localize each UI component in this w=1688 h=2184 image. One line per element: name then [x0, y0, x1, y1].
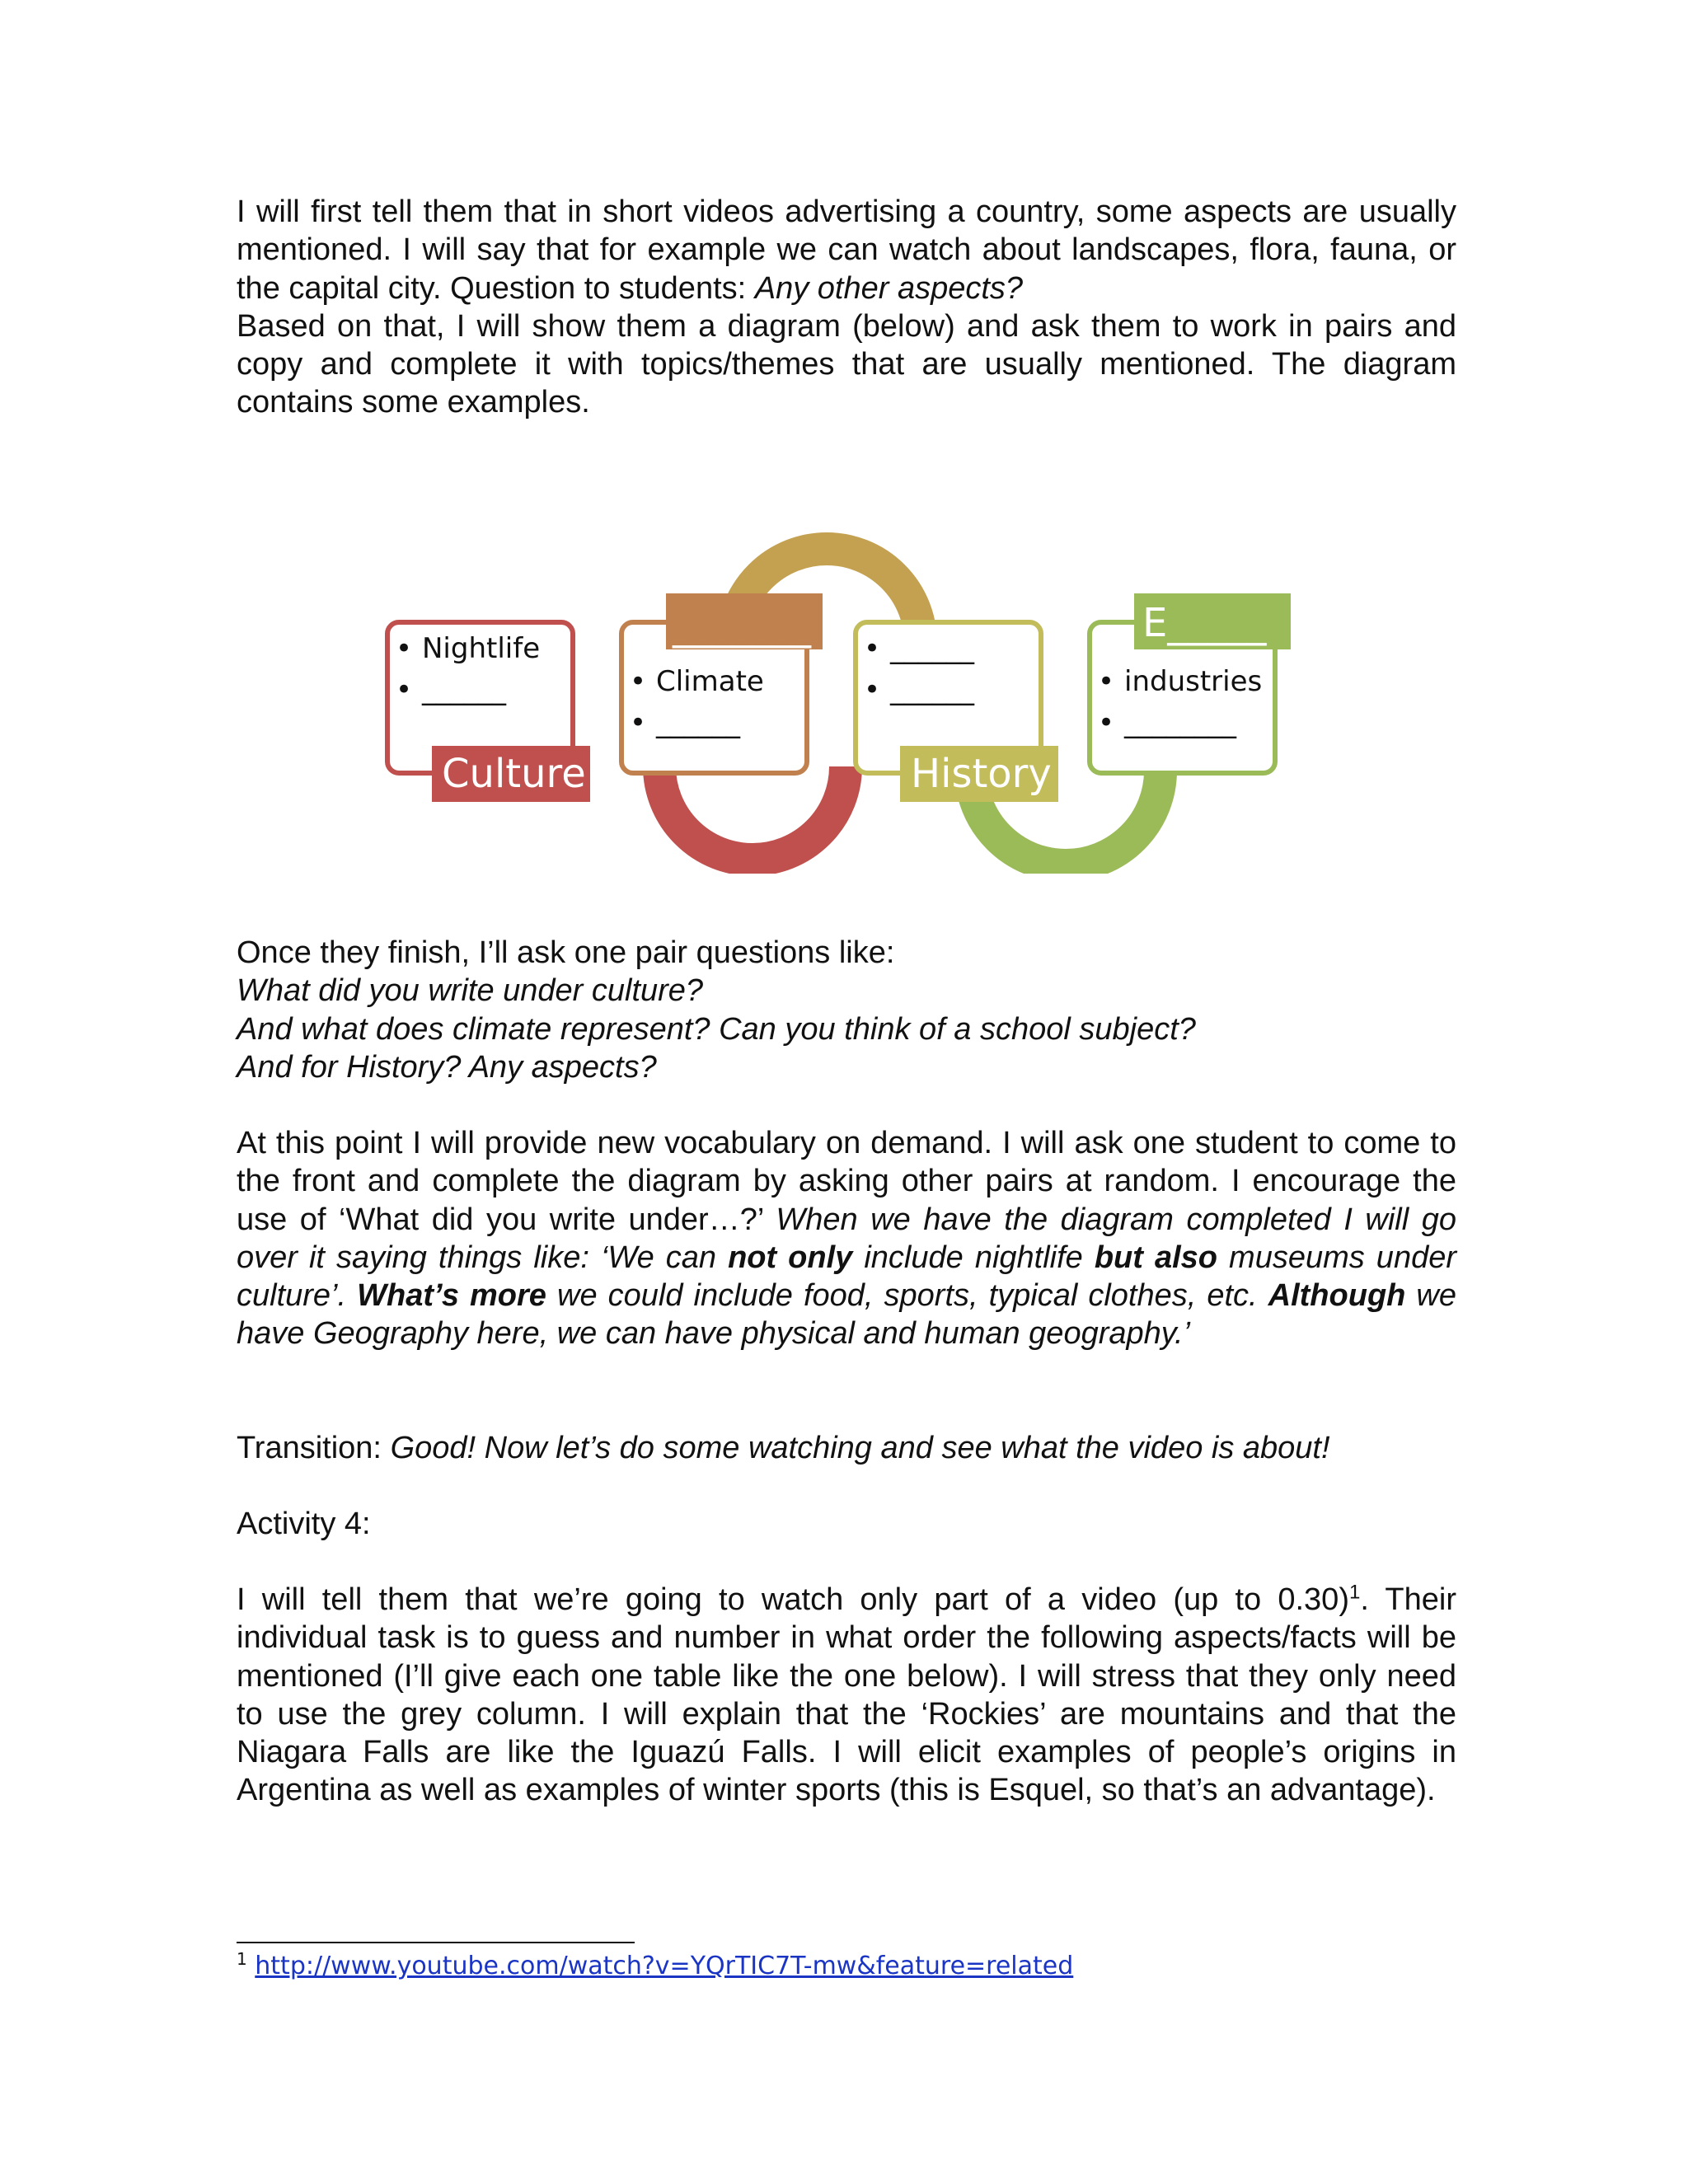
questions-section [237, 934, 1456, 1086]
bullet-text: ______ [656, 706, 740, 739]
connector-but-also: but also [1094, 1240, 1218, 1275]
question-culture: What did you write under culture? [237, 973, 704, 1009]
geography-box [621, 593, 823, 773]
bullet: • [630, 665, 647, 698]
bullet-text: Nightlife [422, 632, 541, 665]
paragraph-vocabulary [237, 1124, 1456, 1353]
bullet: • [1098, 706, 1115, 739]
connector-although: Although [1268, 1278, 1406, 1314]
text: museums under culture’. [237, 1240, 1456, 1314]
paragraph-text: I will first tell them that in short videos advertising a country, some aspects are usually mentioned. I will say that for example we can watch about landscapes, flora, fauna, or the capital city. Question to students: [237, 194, 1456, 306]
footnote-number: 1 [237, 1949, 247, 1969]
paragraph-intro [237, 193, 1456, 307]
question-climate: And what does climate represent? Can you think of a school subject? [237, 1011, 1196, 1047]
vocabulary-section [237, 1124, 1456, 1353]
topics-diagram [363, 511, 1319, 874]
paragraph-diagram-instructions: Based on that, I will show them a diagram (below) and ask them to work in pairs and copy and complete it with topics/themes that are usually mentioned. The diagram contains some examples. [237, 308, 1456, 420]
bullet-text: ______ [890, 673, 974, 706]
history-label: History [911, 751, 1052, 797]
culture-box [387, 622, 590, 802]
transition-section [237, 1429, 1456, 1467]
culture-arc [659, 766, 846, 860]
footnote-separator [237, 1942, 635, 1943]
bullet: • [630, 706, 647, 739]
bullet: • [396, 632, 413, 665]
bullet-text: Climate [656, 665, 764, 698]
transition-line [237, 1429, 1456, 1467]
footnote-link[interactable]: http://www.youtube.com/watch?v=YQrTIC7T-mw&feature=related [255, 1952, 1074, 1980]
text: . Their individual task is to guess and number in what order the following aspects/facts will be mentioned (I’ll give each one table like the one below). I will stress that they only need to use the grey column. I will explain that the ‘Rockies’ are mountains and that the Niagara Falls are like the Iguazú Falls. I will elicit examples of people’s origins in Argentina as well as examples of winter sports (this is Esquel, so that’s an advantage). [237, 1582, 1457, 1808]
footnote-reference[interactable]: 1 [1348, 1581, 1361, 1604]
bullet-text: ________ [1124, 706, 1236, 739]
bullet: • [396, 673, 413, 706]
transition-label: Transition: [237, 1431, 391, 1465]
questions-intro: Once they finish, I’ll ask one pair questions like: [237, 935, 895, 970]
activity-heading: Activity 4: [237, 1507, 371, 1541]
question-to-students: Any other aspects? [754, 270, 1024, 306]
transition-text: Good! Now let’s do some watching and see what the video is about! [390, 1431, 1330, 1465]
geography-label: _______ [673, 602, 811, 649]
history-box [856, 622, 1058, 802]
bullet: • [1098, 665, 1115, 698]
text: we could include food, sports, typical clothes, etc. [546, 1278, 1268, 1314]
economy-box [1090, 593, 1291, 773]
bullet-text: ______ [422, 673, 506, 706]
paragraph-activity [237, 1581, 1456, 1810]
text: When we have the diagram completed I will go over it saying things like: ‘We can [237, 1202, 1456, 1275]
bullet-text: industries [1124, 665, 1263, 698]
text: include nightlife [852, 1240, 1095, 1275]
text: I will tell them that we’re going to watch only part of a video (up to 0.30) [237, 1582, 1349, 1617]
intro-section [237, 193, 1456, 422]
bullet-text: ______ [890, 632, 974, 665]
economy-label: E_____ [1142, 600, 1267, 646]
connector-whats-more: What’s more [357, 1278, 546, 1314]
connector-not-only: not only [728, 1240, 853, 1275]
culture-label: Culture [442, 751, 586, 797]
text: we have Geography here, we can have physical and human geography.’ [237, 1278, 1456, 1352]
bullet: • [864, 632, 881, 665]
bullet: • [864, 673, 881, 706]
text: At this point I will provide new vocabulary on demand. I will ask one student to come to the front and complete the diagram by asking other pairs at random. I encourage the use of ‘What did you write under…?’ [237, 1126, 1456, 1237]
activity-section [237, 1581, 1456, 1810]
footnote [237, 1949, 1074, 1980]
activity-heading-section [237, 1505, 1456, 1543]
question-history: And for History? Any aspects? [237, 1049, 657, 1085]
